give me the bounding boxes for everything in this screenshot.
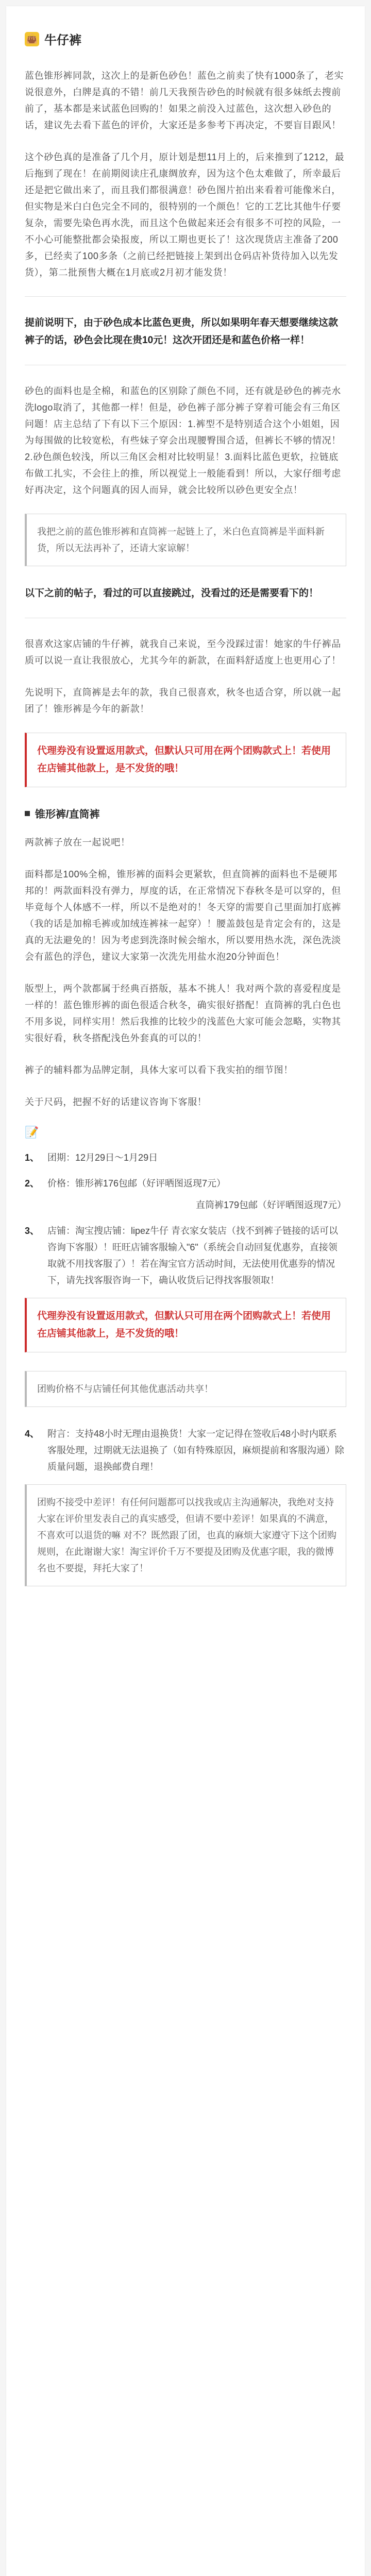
paragraph-intro-two: 两款裤子放在一起说吧！	[25, 837, 130, 848]
detail-item-price	[25, 1175, 346, 1192]
paragraph-size: 关于尺码，把握不好的话建议咨询下客服！	[25, 1097, 207, 1107]
pencil-icon: 📝	[25, 1126, 39, 1139]
section-heading	[25, 806, 346, 821]
detail-item-period	[25, 1149, 346, 1166]
paragraph-fit: 版型上，两个款都属于经典百搭版，基本不挑人！我对两个款的喜爱程度是一样的！蓝色锥形裤的面色很适合秋冬，确实很好搭配！直筒裤的乳白色也不用多说，同样实用！然后我推的比较少的浅蓝色大家可能会忽略，实物其实很好看，秋冬搭配浅色外套真的可以的！	[25, 984, 341, 1043]
detail-item-shop	[25, 1223, 346, 1289]
paragraph-sand-color: 砂色的面料也是全棉，和蓝色的区别除了颜色不同，还有就是砂色的裤壳水洗logo取消了，其他都一样！但是，砂色裤子部分裤子穿着可能会有三角区问题！店主总结了下有以下三个原因：1.裤型不是特别适合这个小姐姐，因为每围做的比较宽松，有些妹子穿会出现腰臀围合适，但裤长不够的情况！2.砂色颜色较浅，所以三角区会相对比较明显！3.面料比蓝色更软，拉链底布做工扎实，不会往上的推，所以视觉上一般能看到！所以，大家仔细考虑好再决定，这个问题真的因人而异，就会比较所以砂色更安全点！	[25, 386, 341, 495]
post-title: 牛仔裤	[44, 33, 81, 47]
callout-coupon-2: 代理券没有设置返用款式，但默认只可用在两个团购款式上！若使用在店铺其他款上，是不发货的哦！	[25, 1298, 346, 1352]
callout-final-notice: 团购不接受中差评！有任何问题都可以找我或店主沟通解决，我绝对支持大家在评价里发表自己的真实感受，但请不要中差评！如果真的不满意，不喜欢可以退货的嘛 对不？既然跟了团，也真的麻烦大家遵守下这个团购规则，在此谢谢大家！淘宝评价千万不要提及团购及优惠字眼，我的微博名也不要提，拜托大家了！	[25, 1484, 346, 1586]
paragraph-accessories: 裤子的辅料都为品牌定制，具体大家可以看下我实拍的细节图！	[25, 1065, 293, 1075]
callout-stock: 我把之前的蓝色锥形裤和直筒裤一起链上了，米白色直筒裤是半面料新货，所以无法再补了，还请大家谅解！	[25, 514, 346, 566]
detail-text: 团期：12月29日～1月29日	[47, 1153, 158, 1163]
detail-number: 3、	[25, 1226, 40, 1236]
intro-paragraph-1: 蓝色锥形裤同款，这次上的是新色砂色！蓝色之前卖了快有1000条了，老实说很意外，白牌是真的不错！前几天我预告砂色的时候就有很多妹纸去搜前前了，基本都是来试蓝色回购的！如果之前没入过蓝色，这次想入砂色的话，建议先去看下蓝色的评价，大家还是多参考下再决定，不要盲目跟风！	[25, 71, 344, 130]
notice-price: 提前说明下，由于砂色成本比蓝色更贵，所以如果明年春天想要继续这款裤子的话，砂色会比现在贵10元！这次开团还是和蓝色价格一样！	[25, 317, 339, 346]
bag-icon: 👜	[25, 32, 39, 46]
detail-text: 价格：锥形裤176包邮（好评晒图返现7元）	[47, 1178, 226, 1189]
detail-number: 2、	[25, 1178, 40, 1189]
callout-no-discount: 团购价格不与店铺任何其他优惠活动共享！	[25, 1371, 346, 1407]
detail-price-straight: 直筒裤179包邮（好评晒图返现7元）	[195, 1200, 346, 1210]
paragraph-shop: 很喜欢这家店铺的牛仔裤，就我自己来说，至今没踩过雷！她家的牛仔裤品质可以说一直让我很放心，尤其今年的新款，在面料舒适度上也更用心了！	[25, 639, 341, 666]
post-content	[25, 30, 346, 1605]
post-title-row	[25, 30, 346, 48]
paragraph-fabric: 面料都是100%全棉，锥形裤的面料会更紧软，但直筒裤的面料也不是硬邦邦的！两款面料没有弹力，厚度的话，在正常情况下春秋冬是可以穿的，但毕竟每个人体感不一样，所以不是绝对的！冬天穿的需要自己里面加打底裤（我的话是加棉毛裤或加绒连裤袜一起穿）！腰盖鼓包是肯定会有的，这是真的无法避免的！因为考虑到洗涤时候会缩水，所以要用热水洗，深色洗淡会有蓝色的浮色，建议大家第一次洗先用盐水泡20分钟面色！	[25, 869, 341, 962]
detail-number: 4、	[25, 1429, 40, 1439]
callout-coupon: 代理券没有设置返用款式，但默认只可用在两个团购款式上！若使用在店铺其他款上，是不发货的哦！	[25, 733, 346, 787]
square-bullet-icon	[25, 811, 30, 816]
divider	[25, 296, 346, 297]
notice-old-post: 以下之前的帖子，看过的可以直接跳过，没看过的还是需要看下的！	[25, 588, 319, 599]
intro-paragraph-2: 这个砂色真的是准备了几个月，原计划是想11月上的，后来推到了1212，最后拖到了现在！在前期阅读庄孔康绸放弃，因为这个色太难做了，所幸最后还是把它做出来了，而且我们都很满意！砂色图片拍出来看着可能像米白，但实物是米白白色完全不同的，很特别的一个颜色！它的工艺比其他牛仔要复杂，需要先染色再水洗，而且这个色做起来还会有很多不可控的风险，一不小心可能整批都会染报废，所以工期也更长了！这次现货店主准备了200多，已经卖了100多条（之前已经把链接上架到出仓码店补货待加入以先发货），第二批预售大概在1月底或2月初才能发货！	[25, 152, 345, 278]
section-title: 锥形裤/直筒裤	[35, 809, 100, 820]
detail-text: 店铺：淘宝搜店铺：lipez牛仔 青衣家女装店（找不到裤子链接的话可以咨询下客服）！旺旺店铺客服输入"6"（系统会自动回复优惠券，直接领取就不用找客服了）！若在淘宝官方活动时间，无法使用优惠券的情况下，请先找客服咨询一下，确认收货后记得找客服领取！	[47, 1226, 339, 1285]
paragraph-styles: 先说明下，直筒裤是去年的款，我自己很喜欢，秋冬也适合穿，所以就一起团了！锥形裤是今年的新款！	[25, 687, 341, 714]
detail-item-note	[25, 1426, 346, 1475]
detail-number: 1、	[25, 1153, 40, 1163]
post-page	[6, 6, 365, 2576]
detail-text: 附言：支持48小时无理由退换货！大家一定记得在签收后48小时内联系客服处理，过期就无法退换了（如有特殊原因，麻烦提前和客服沟通）除质量问题，退换邮费自理！	[47, 1429, 344, 1472]
